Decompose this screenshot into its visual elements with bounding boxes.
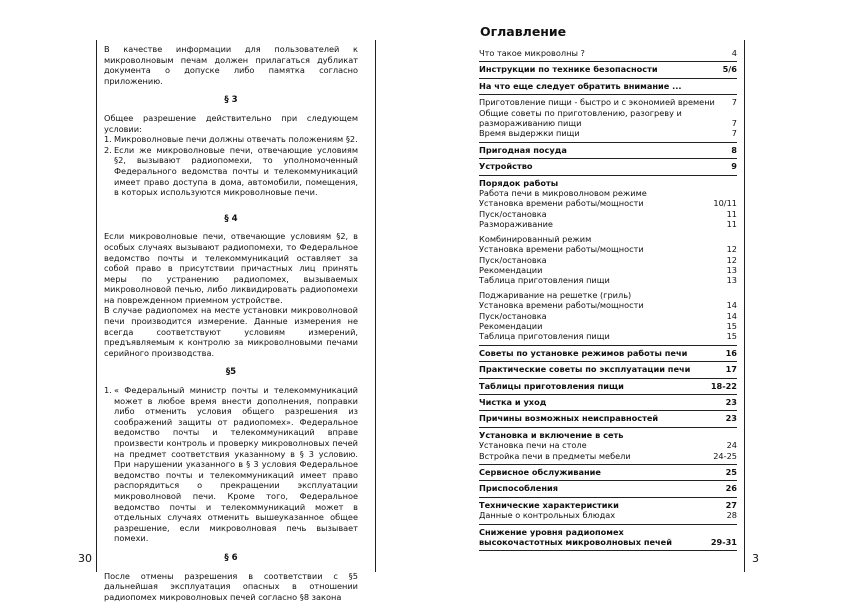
toc-section <box>479 481 737 497</box>
toc-entry <box>479 430 737 440</box>
toc-section <box>479 346 737 362</box>
toc-entry-page: 23 <box>725 413 737 424</box>
toc-entry-title: Снижение уровня радиопомех высокочастотных микроволновых печей <box>479 526 672 548</box>
toc-entry-title: Рекомендации <box>479 264 543 275</box>
toc-entry <box>479 364 737 374</box>
toc-entry-page: 7 <box>731 118 737 129</box>
toc-entry <box>479 188 737 198</box>
toc-entry <box>479 219 737 229</box>
section-3-text: Общее разрешение действительно при следующем условии: <box>104 112 358 134</box>
intro-paragraph: В качестве информации для пользователей к микроволновым печам должен прилагаться дубликат документа о допуске либо памятка согласно приложению. <box>104 44 358 86</box>
toc-entry <box>479 311 737 321</box>
toc-entry-page: 7 <box>731 128 737 139</box>
toc-entry <box>479 527 737 548</box>
toc-entry-title: Установка времени работы/мощности <box>479 244 644 255</box>
toc-entry <box>479 145 737 155</box>
toc-section <box>479 395 737 411</box>
toc-entry-page: 7 <box>731 97 737 108</box>
toc-entry-title: Пуск/остановка <box>479 310 547 321</box>
toc-entry <box>479 300 737 310</box>
toc-entry <box>479 108 737 129</box>
table-of-contents <box>479 46 737 551</box>
toc-entry <box>479 451 737 461</box>
toc-entry-title: Встройка печи в предметы мебели <box>479 450 631 461</box>
toc-group <box>479 178 737 230</box>
toc-entry-title: Таблица приготовления пищи <box>479 275 610 286</box>
toc-entry-title: Технические характеристики <box>479 499 619 510</box>
toc-entry-page: 25 <box>725 467 737 477</box>
toc-entry-page: 15 <box>726 331 737 342</box>
toc-entry <box>479 381 737 391</box>
toc-entry <box>479 331 737 341</box>
section-4-paragraph-2: В случае радиопомех на месте установки микроволновой печи производится измерение. Данные измерения не всегда соответствуют условиям измерений, предъявляемым к контролю за микроволновыми печами серийного производства. <box>104 305 358 358</box>
toc-section <box>479 498 737 525</box>
toc-title: Оглавление <box>480 24 567 39</box>
toc-entry-page: 14 <box>726 300 737 311</box>
toc-entry-page: 11 <box>726 208 737 219</box>
toc-entry-title: Размораживание <box>479 219 553 230</box>
toc-entry-title: Установка печи на столе <box>479 440 587 451</box>
toc-entry <box>479 348 737 358</box>
toc-entry-title: Общие советы по приготовлению, разогреву и размораживанию пищи <box>479 107 682 129</box>
toc-group <box>479 348 737 358</box>
toc-entry <box>479 413 737 423</box>
toc-entry <box>479 97 737 107</box>
toc-entry-page: 4 <box>731 48 737 58</box>
toc-group <box>479 467 737 477</box>
toc-entry-page: 15 <box>726 320 737 331</box>
left-margin-rule <box>96 40 97 572</box>
toc-entry-title: Рекомендации <box>479 320 543 331</box>
toc-group <box>479 234 737 286</box>
toc-entry <box>479 440 737 450</box>
toc-group <box>479 145 737 155</box>
toc-section <box>479 428 737 465</box>
toc-entry-title: Чистка и уход <box>479 396 547 407</box>
toc-entry <box>479 467 737 477</box>
toc-entry-title: Советы по установке режимов работы печи <box>479 347 688 358</box>
toc-group <box>479 290 737 342</box>
toc-entry <box>479 178 737 188</box>
toc-entry <box>479 255 737 265</box>
section-6-text: После отмены разрешения в соответствии с §5 дальнейшая эксплуатация опасных в отношении радиопомех микроволновых печей согласно §8 закона <box>104 570 358 602</box>
toc-group <box>479 364 737 374</box>
toc-entry-page: 27 <box>725 499 737 510</box>
toc-group <box>479 483 737 493</box>
toc-entry-page: 12 <box>726 254 737 265</box>
toc-entry-page: 23 <box>725 396 737 407</box>
toc-entry-page: 24 <box>726 440 737 451</box>
toc-section <box>479 143 737 159</box>
toc-entry-title: Что такое микроволны ? <box>479 48 585 58</box>
right-margin-rule <box>744 40 745 572</box>
toc-entry-title: Таблица приготовления пищи <box>479 331 610 342</box>
toc-section <box>479 379 737 395</box>
toc-group <box>479 161 737 171</box>
toc-section <box>479 62 737 78</box>
toc-entry-page: 18-22 <box>710 380 737 391</box>
toc-entry-page: 9 <box>731 161 737 172</box>
toc-group <box>479 81 737 91</box>
toc-section <box>479 411 737 427</box>
toc-entry <box>479 81 737 91</box>
toc-section <box>479 46 737 62</box>
toc-entry-page: 26 <box>725 483 737 494</box>
toc-entry-title: Пригодная посуда <box>479 144 567 155</box>
toc-entry-page: 13 <box>726 275 737 286</box>
section-5-list <box>104 385 358 544</box>
toc-entry-page: 17 <box>725 364 737 375</box>
toc-entry <box>479 128 737 138</box>
toc-group <box>479 64 737 74</box>
toc-entry <box>479 290 737 300</box>
toc-entry-title: Установка времени работы/мощности <box>479 300 644 311</box>
list-item: 1. « Федеральный министр почты и телекоммуникаций может в любое время внести дополнения, поправки либо отменить условия общего разрешения из соображений защиты от радиопомех». Федеральное ведомство почты и телекоммуникаций вправе произвести контроль и проверку микроволновых печей на предмет соответствия указанному в § 3 условию. При нарушении указанного в § 3 условия Федеральное ведомство почты и телекоммуникаций имеет право распорядиться о прекращении эксплуатации микроволновой печи. Кроме того, Федеральное ведомство почты и телекоммуникаций может в отдельных случаях отменить вышеуказанное общее разрешение, если микроволновая печь вызывает помехи. <box>104 385 358 544</box>
toc-entry-page: 28 <box>726 510 737 521</box>
section-5-heading: §5 <box>225 367 237 378</box>
toc-entry-title: Данные о контрольных блюдах <box>479 510 616 521</box>
toc-section <box>479 95 737 143</box>
toc-entry-title: Поджаривание на решетке (гриль) <box>479 289 632 300</box>
toc-entry-page: 10/11 <box>713 198 737 209</box>
toc-entry-title: Устройство <box>479 161 533 172</box>
toc-entry <box>479 244 737 254</box>
section-4-heading: § 4 <box>224 213 238 224</box>
toc-section <box>479 362 737 378</box>
toc-entry-page: 24-25 <box>713 450 737 461</box>
toc-section <box>479 176 737 346</box>
toc-entry <box>479 275 737 285</box>
toc-entry-title: Пуск/остановка <box>479 254 547 265</box>
toc-entry-page: 16 <box>725 347 737 358</box>
toc-entry-title: Инструкции по технике безопасности <box>479 64 658 75</box>
toc-entry-page: 12 <box>726 244 737 255</box>
toc-entry-page: 5/6 <box>722 64 737 75</box>
toc-entry-title: На что еще следует обратить внимание ... <box>479 80 682 91</box>
toc-entry-title: Причины возможных неисправностей <box>479 413 659 424</box>
toc-entry-title: Порядок работы <box>479 177 559 188</box>
toc-entry-title: Установка и включение в сеть <box>479 429 624 440</box>
center-rule <box>375 40 376 572</box>
toc-section <box>479 465 737 481</box>
toc-group <box>479 48 737 58</box>
toc-group <box>479 527 737 548</box>
toc-entry-page: 13 <box>726 264 737 275</box>
toc-entry-title: Приспособления <box>479 483 558 494</box>
toc-section <box>479 525 737 552</box>
toc-group <box>479 430 737 461</box>
toc-entry-title: Пуск/остановка <box>479 208 547 219</box>
toc-entry-title: Комбинированный режим <box>479 233 592 244</box>
toc-group <box>479 97 737 139</box>
toc-entry <box>479 483 737 493</box>
toc-entry-title: Время выдержки пищи <box>479 128 580 139</box>
toc-entry <box>479 209 737 219</box>
toc-entry <box>479 161 737 171</box>
toc-entry <box>479 198 737 208</box>
toc-entry <box>479 64 737 74</box>
toc-entry-page: 14 <box>726 310 737 321</box>
toc-section <box>479 159 737 175</box>
left-page-text <box>104 44 358 602</box>
toc-section <box>479 79 737 95</box>
toc-group <box>479 381 737 391</box>
toc-entry <box>479 397 737 407</box>
section-3-list <box>104 134 358 198</box>
right-page-number: 3 <box>752 552 759 565</box>
section-6-heading: § 6 <box>224 552 238 563</box>
toc-entry <box>479 234 737 244</box>
toc-entry-page: 11 <box>726 219 737 230</box>
section-3-heading: § 3 <box>224 95 238 106</box>
toc-group <box>479 413 737 423</box>
toc-entry <box>479 265 737 275</box>
toc-entry <box>479 48 737 58</box>
toc-entry-title: Таблицы приготовления пищи <box>479 380 624 391</box>
toc-group <box>479 500 737 521</box>
section-4-paragraph-1: Если микроволновые печи, отвечающие условиям §2, в особых случаях вызывают радиопомехи, то Федеральное ведомство почты и телекоммуникаций оставляет за собой право в присутствии причастных лиц принять меры по устранению радиопомех, вызываемых микроволновой печью, либо ликвидировать радиопомехи на поврежденном приемном устройстве. <box>104 231 358 305</box>
toc-entry-title: Работа печи в микроволновом режиме <box>479 188 647 199</box>
list-item: 1. Микроволновые печи должны отвечать положениям §2. <box>104 134 358 145</box>
toc-group <box>479 397 737 407</box>
toc-entry-title: Практические советы по эксплуатации печи <box>479 364 691 375</box>
toc-entry-page: 8 <box>731 144 737 155</box>
left-page-number: 30 <box>78 552 92 565</box>
toc-entry-title: Установка времени работы/мощности <box>479 198 644 209</box>
toc-entry <box>479 500 737 510</box>
toc-entry-title: Приготовление пищи - быстро и с экономией времени <box>479 97 715 108</box>
toc-entry-title: Сервисное обслуживание <box>479 467 601 477</box>
toc-entry-page: 29-31 <box>710 537 737 548</box>
toc-entry <box>479 321 737 331</box>
toc-entry <box>479 510 737 520</box>
list-item: 2. Если же микроволновые печи, отвечающие условиям §2, вызывают радиопомехи, то уполномоченный Федерального ведомства почты и телекоммуникаций имеет право доступа в дома, автомобили, помещения, в которых используются микроволновые печи. <box>104 144 358 198</box>
